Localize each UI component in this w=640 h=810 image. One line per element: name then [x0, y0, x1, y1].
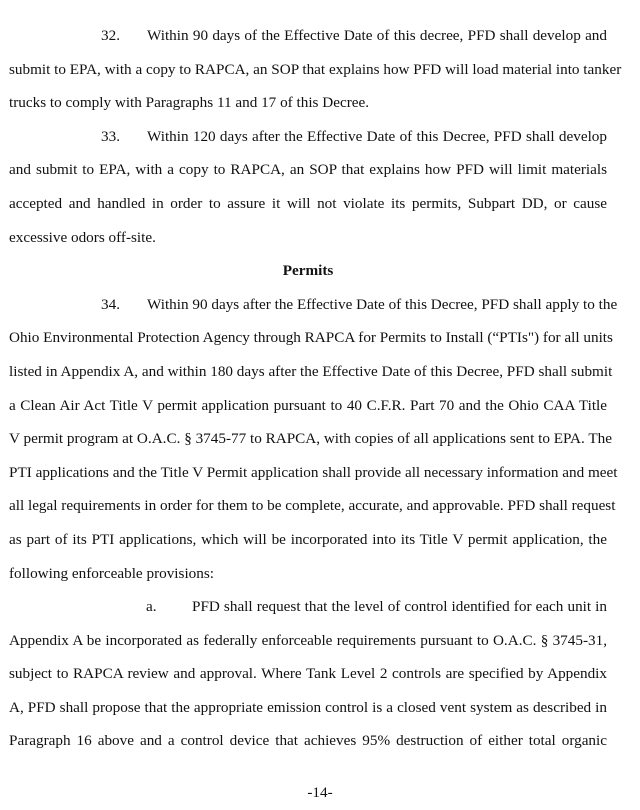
- paragraph-line: accepted and handled in order to assure it will not violate its permits, Subpart DD, or cause: [9, 194, 607, 212]
- paragraph-number: 33.: [101, 127, 120, 145]
- paragraph-line: [9, 19, 607, 53]
- paragraph-line: PTI applications and the Title V Permit application shall provide all necessary information and meet: [9, 463, 618, 481]
- paragraph-line: and submit to EPA, with a copy to RAPCA, an SOP that explains how PFD will limit materials: [9, 161, 607, 179]
- paragraph-line: V permit program at O.A.C. § 3745-77 to RAPCA, with copies of all applications sent to EPA. The: [9, 430, 612, 448]
- document-page: [9, 19, 622, 758]
- paragraph-text: Within 90 days after the Effective Date of this Decree, PFD shall apply to the: [147, 295, 618, 313]
- paragraph-line: A, PFD shall propose that the appropriate emission control is a closed vent system as described in: [9, 698, 607, 716]
- paragraph-line: Appendix A be incorporated as federally enforceable requirements pursuant to O.A.C. § 3745-31,: [9, 631, 607, 649]
- paragraph-number: 32.: [101, 27, 120, 44]
- paragraph-line: Paragraph 16 above and a control device that achieves 95% destruction of either total organic: [9, 732, 607, 750]
- paragraph-line: following enforceable provisions:: [9, 564, 214, 582]
- subparagraph-34a: [9, 590, 607, 758]
- paragraph-text: Within 120 days after the Effective Date of this Decree, PFD shall develop: [147, 127, 607, 145]
- paragraph-32: [9, 19, 622, 120]
- paragraph-number: 34.: [101, 295, 120, 313]
- paragraph-line: excessive odors off-site.: [9, 228, 156, 246]
- paragraph-33: [9, 120, 607, 254]
- paragraph-text: Within 90 days of the Effective Date of this decree, PFD shall develop and: [147, 27, 607, 44]
- paragraph-line: trucks to comply with Paragraphs 11 and 17 of this Decree.: [9, 94, 370, 112]
- paragraph-text: PFD shall request that the level of control identified for each unit in: [192, 598, 607, 616]
- page-number: -14-: [307, 784, 333, 801]
- section-heading: Permits: [282, 262, 334, 280]
- paragraph-line: listed in Appendix A, and within 180 days after the Effective Date of this Decree, PFD shall submit: [9, 362, 613, 380]
- paragraph-line: [9, 288, 618, 322]
- subparagraph-letter: a.: [146, 598, 157, 616]
- paragraph-line: Ohio Environmental Protection Agency through RAPCA for Permits to Install (“PTIs") for all units: [9, 329, 613, 347]
- paragraph-line: [9, 590, 607, 624]
- paragraph-line: as part of its PTI applications, which will be incorporated into its Title V permit application, the: [9, 530, 607, 548]
- paragraph-line: [9, 120, 607, 154]
- paragraph-34: [9, 288, 618, 590]
- paragraph-line: submit to EPA, with a copy to RAPCA, an SOP that explains how PFD will load material into tanker: [9, 60, 622, 78]
- paragraph-line: all legal requirements in order for them to be complete, accurate, and approvable. PFD shall request: [9, 497, 616, 515]
- paragraph-line: a Clean Air Act Title V permit application pursuant to 40 C.F.R. Part 70 and the Ohio CAA Title: [9, 396, 607, 414]
- paragraph-line: subject to RAPCA review and approval. Where Tank Level 2 controls are specified by Appendix: [9, 665, 607, 683]
